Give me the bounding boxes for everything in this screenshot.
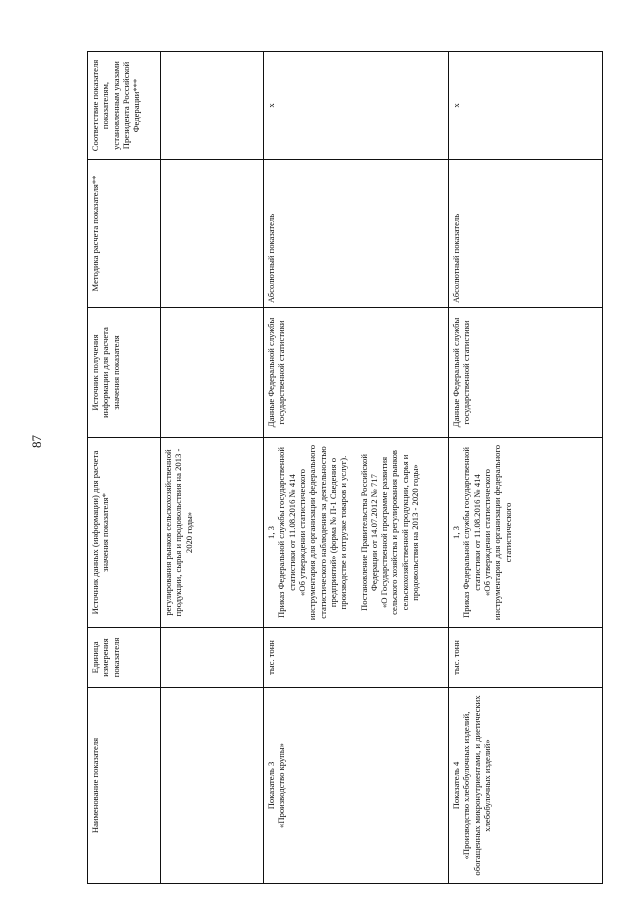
header-unit: Единица измерения показателя xyxy=(88,628,161,688)
cell-compliance: х xyxy=(449,52,603,160)
source-number: 1, 3 xyxy=(266,526,276,539)
cell-name xyxy=(449,688,603,884)
source-text: Приказ Федеральной службы государственной статистики от 11.08.2016 № 414 xyxy=(276,447,297,618)
source-text: «Об утверждении статистического инструментария для организации федерального статистического xyxy=(481,444,513,621)
source-number: 1, 3 xyxy=(451,526,461,539)
cell-source-data xyxy=(264,438,449,628)
cell-source-data: регулирования рынков сельскохозяйственной продукции, сырья и продовольствия на 2013 - 2020 годы» xyxy=(161,438,264,628)
rotated-table-wrapper xyxy=(87,52,603,884)
cell-source-data xyxy=(449,438,603,628)
header-method: Методика расчета показателя** xyxy=(88,160,161,308)
cell-source-info: Данные Федеральной службы государственной статистики xyxy=(449,308,603,438)
spacer xyxy=(349,442,359,623)
indicator-title: Показатель 3 xyxy=(266,761,276,810)
cell-source-info xyxy=(161,308,264,438)
cell-unit: тыс. тонн xyxy=(449,628,603,688)
cell-source-info: Данные Федеральной службы государственной статистики xyxy=(264,308,449,438)
cell-name xyxy=(264,688,449,884)
cell-name xyxy=(161,688,264,884)
cell-method xyxy=(161,160,264,308)
indicator-title: Показатель 4 xyxy=(451,761,461,810)
indicator-table xyxy=(87,51,603,884)
page-number: 87 xyxy=(29,435,44,448)
header-name: Наименование показателя xyxy=(88,688,161,884)
cell-compliance xyxy=(161,52,264,160)
header-source-data: Источник данных (информации) для расчета значения показателя* xyxy=(88,438,161,628)
header-compliance: Соответствие показателя показателям, установленным указами Президента Российской Федерации*** xyxy=(88,52,161,160)
source-text: «Об утверждении статистического инструментария для организации федерального статистического наблюдения за деятельностью предприятий» (форма № П-1 Сведения о производстве и отгрузке товаров и услуг). xyxy=(296,444,349,621)
cell-compliance: х xyxy=(264,52,449,160)
cell-unit xyxy=(161,628,264,688)
cell-unit: тыс. тонн xyxy=(264,628,449,688)
source-text: Приказ Федеральной службы государственной статистики от 11.08.2016 № 414 xyxy=(461,447,482,618)
source-text: Постановление Правительства Российской Федерации от 14.07.2012 № 717 xyxy=(358,454,379,611)
table-row xyxy=(161,52,264,884)
indicator-text: «Производство хлебобулочных изделий, обогащенных микронутриентами, и диетических хлебобулочных изделий» xyxy=(461,695,492,876)
header-row xyxy=(88,52,161,884)
cell-method: Абсолютный показатель xyxy=(449,160,603,308)
header-source-info: Источник получения информации для расчета значения показателя xyxy=(88,308,161,438)
indicator-text: «Производство крупы» xyxy=(276,743,287,828)
table-row xyxy=(449,52,603,884)
table-row xyxy=(264,52,449,884)
source-text: «О Государственной программе развития сельского хозяйства и регулирования рынков сельскохозяйственной продукции, сырья и продовольствия на 2013 - 2020 годы» xyxy=(379,450,421,615)
cell-method: Абсолютный показатель xyxy=(264,160,449,308)
